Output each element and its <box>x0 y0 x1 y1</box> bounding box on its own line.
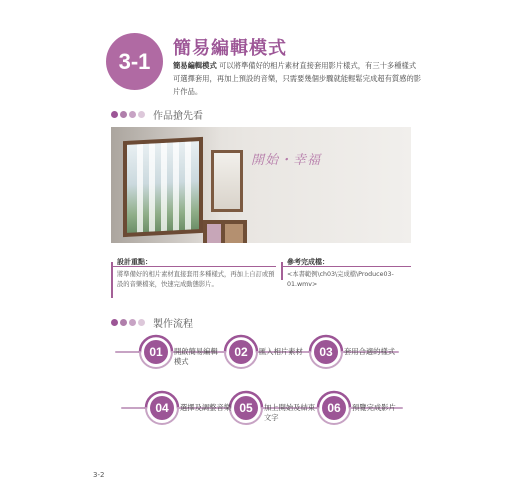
workflow-step-1 <box>144 340 224 367</box>
section-title: 簡易編輯模式 <box>173 38 287 59</box>
workflow-step-6 <box>322 396 412 420</box>
step-number: 05 <box>234 396 258 420</box>
step-label: 開啟簡易編輯模式 <box>174 347 218 366</box>
step-label: 加上開始及結束文字 <box>264 403 316 422</box>
step-label: 選擇及調整音樂 <box>180 403 232 412</box>
reference-label: 參考完成檔： <box>287 258 329 266</box>
section-number: 3-1 <box>118 48 151 74</box>
step-number: 04 <box>150 396 174 420</box>
workflow-heading-text: 製作流程 <box>153 319 193 330</box>
workflow-step-4 <box>150 396 240 420</box>
preview-overlay-text: 開始・幸福 <box>251 153 322 168</box>
step-number: 06 <box>322 396 346 420</box>
step-label: 預覽完成影片 <box>352 403 396 412</box>
step-label: 匯入相片素材 <box>259 347 303 356</box>
step-label: 套用合適的樣式 <box>344 347 396 356</box>
design-focus-text: 將準備好的相片素材直接套用多種樣式，再加上自訂或預設的音樂檔案，快速完成動態影片。 <box>117 271 275 288</box>
description-text: 可以將準備好的相片素材直接套用影片樣式，有三十多種樣式可選擇套用，再加上預設的音樂，只需要幾個步驟就能輕鬆完成超有質感的影片作品。 <box>173 61 422 96</box>
description-bold: 簡易編輯模式 <box>173 61 217 70</box>
reference-text: <本書範例\ch03\完成檔\Produce03-01.wmv> <box>287 271 394 288</box>
design-focus-label: 設計重點： <box>117 258 152 266</box>
step-number: 03 <box>314 340 338 364</box>
step-number: 02 <box>229 340 253 364</box>
workflow-step-2 <box>229 340 319 364</box>
workflow-step-3 <box>314 340 414 364</box>
step-number: 01 <box>144 340 168 364</box>
page-number: 3-2 <box>93 471 105 479</box>
workflow-step-5 <box>234 396 319 423</box>
preview-heading-text: 作品搶先看 <box>153 111 203 122</box>
